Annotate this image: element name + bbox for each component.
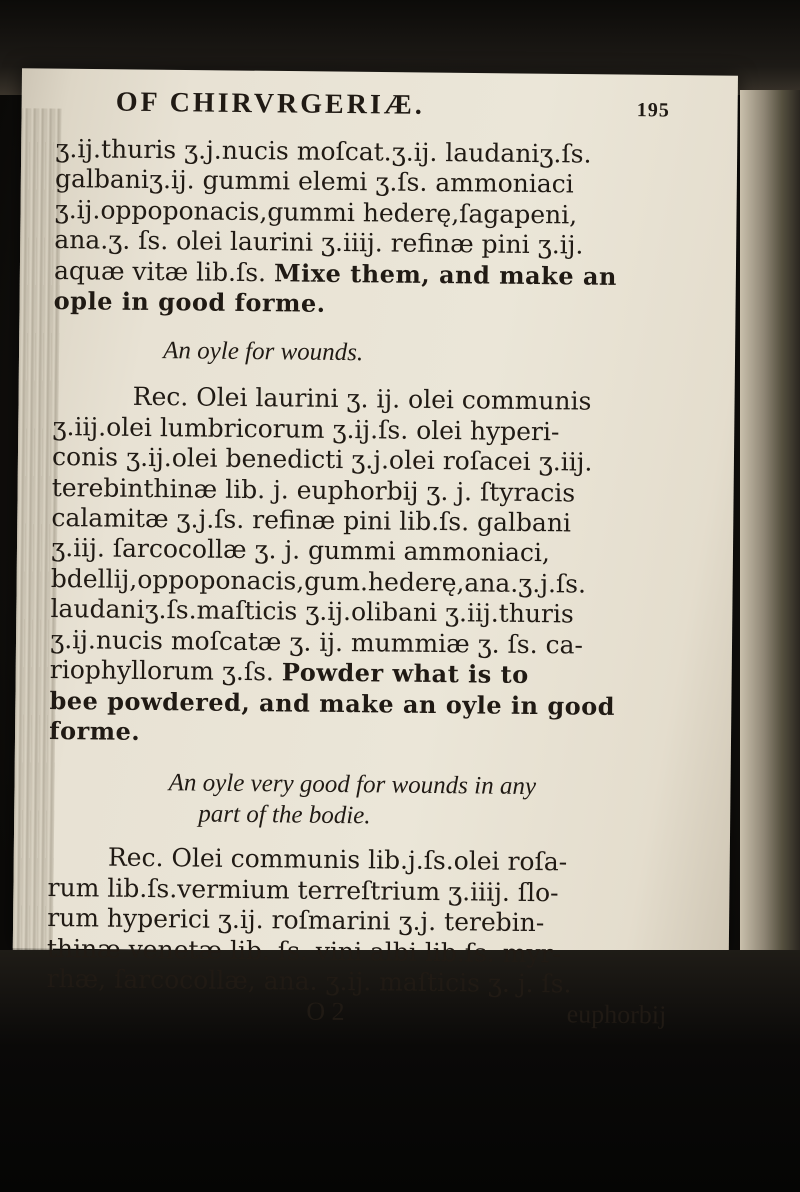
section-heading: An oyle for wounds. bbox=[163, 337, 364, 367]
text-line: thinæ venetæ lib. ſs. vini albi lib.ſs. myr- bbox=[46, 933, 562, 968]
text-line: rum lib.ſs.vermium terreſtrium ʒ.iiij. ſlo- bbox=[47, 872, 559, 908]
text-line: ʒ.iij.olei lumbricorum ʒ.ij.ſs. olei hyperi- bbox=[52, 411, 560, 447]
text-line: rum hyperici ʒ.ij. roſmarini ʒ.j. terebin- bbox=[47, 903, 545, 938]
running-head: OF CHIRVRGERIÆ. bbox=[115, 86, 425, 121]
text-line: forme. bbox=[49, 715, 141, 746]
text-line: terebinthinæ lib. j. euphorbij ʒ. j. ſtyracis bbox=[51, 472, 576, 508]
recipe-paragraph-3 bbox=[46, 842, 668, 1001]
text-line: rhæ, ſarcocollæ, ana. ʒ.ij. maſticis ʒ. j. ſs. bbox=[46, 963, 572, 999]
section-heading-continued: part of the bodie. bbox=[198, 800, 371, 830]
text-line: laudaniʒ.ſs.maſticis ʒ.ij.olibani ʒ.iij.thuris bbox=[50, 594, 574, 629]
text-line: conis ʒ.ij.olei benedicti ʒ.j.olei roſacei ʒ.iij. bbox=[51, 442, 593, 477]
section-heading: An oyle very good for wounds in any bbox=[168, 769, 537, 801]
text-line: Rec. Olei laurini ʒ. ij. olei communis bbox=[132, 382, 592, 417]
text-line: ʒ.ij.thuris ʒ.j.nucis moſcat.ʒ.ij. laudaniʒ.ſs. bbox=[55, 133, 592, 169]
text-line: Rec. Olei communis lib.j.ſs.olei roſa- bbox=[107, 842, 568, 877]
recipe-paragraph-1 bbox=[54, 134, 676, 323]
text-run: riophyllorum ʒ.ſs. bbox=[49, 655, 275, 687]
blackletter-text: Mixe them, and make an bbox=[273, 257, 618, 291]
signature-mark: O 2 bbox=[306, 997, 345, 1027]
text-line: ʒ.iij. ſarcocollæ ʒ. j. gummi ammoniaci, bbox=[51, 533, 551, 568]
catchword: euphorbij bbox=[566, 999, 667, 1030]
text-line: ople in good forme. bbox=[53, 286, 326, 318]
page-text bbox=[46, 86, 676, 1031]
text-run: aquæ vitæ lib.ſs. bbox=[53, 255, 267, 287]
text-line: bdellij,oppoponacis,gum.hederę,ana.ʒ.j.ſs. bbox=[50, 563, 587, 599]
page-number: 195 bbox=[636, 99, 670, 122]
blackletter-text: Powder what is to bbox=[281, 657, 529, 690]
recipe-paragraph-2 bbox=[49, 381, 673, 752]
book-gutter bbox=[740, 90, 800, 960]
text-line: galbaniʒ.ij. gummi elemi ʒ.ſs. ammoniaci bbox=[54, 164, 574, 199]
text-line: ʒ.ij.oppoponacis,gummi hederę,ſagapeni, bbox=[54, 194, 578, 230]
text-line: ʒ.ij.nucis moſcatæ ʒ. ij. mummiæ ʒ. ſs. ca- bbox=[50, 624, 584, 660]
text-line: bee powdered, and make an oyle in good bbox=[49, 685, 616, 721]
text-line: calamitæ ʒ.j.ſs. refinæ pini lib.ſs. galbani bbox=[51, 503, 572, 538]
text-line: ana.ʒ. ſs. olei laurini ʒ.iiij. refinæ pini ʒ.ij. bbox=[54, 225, 584, 260]
page-header bbox=[115, 87, 675, 141]
